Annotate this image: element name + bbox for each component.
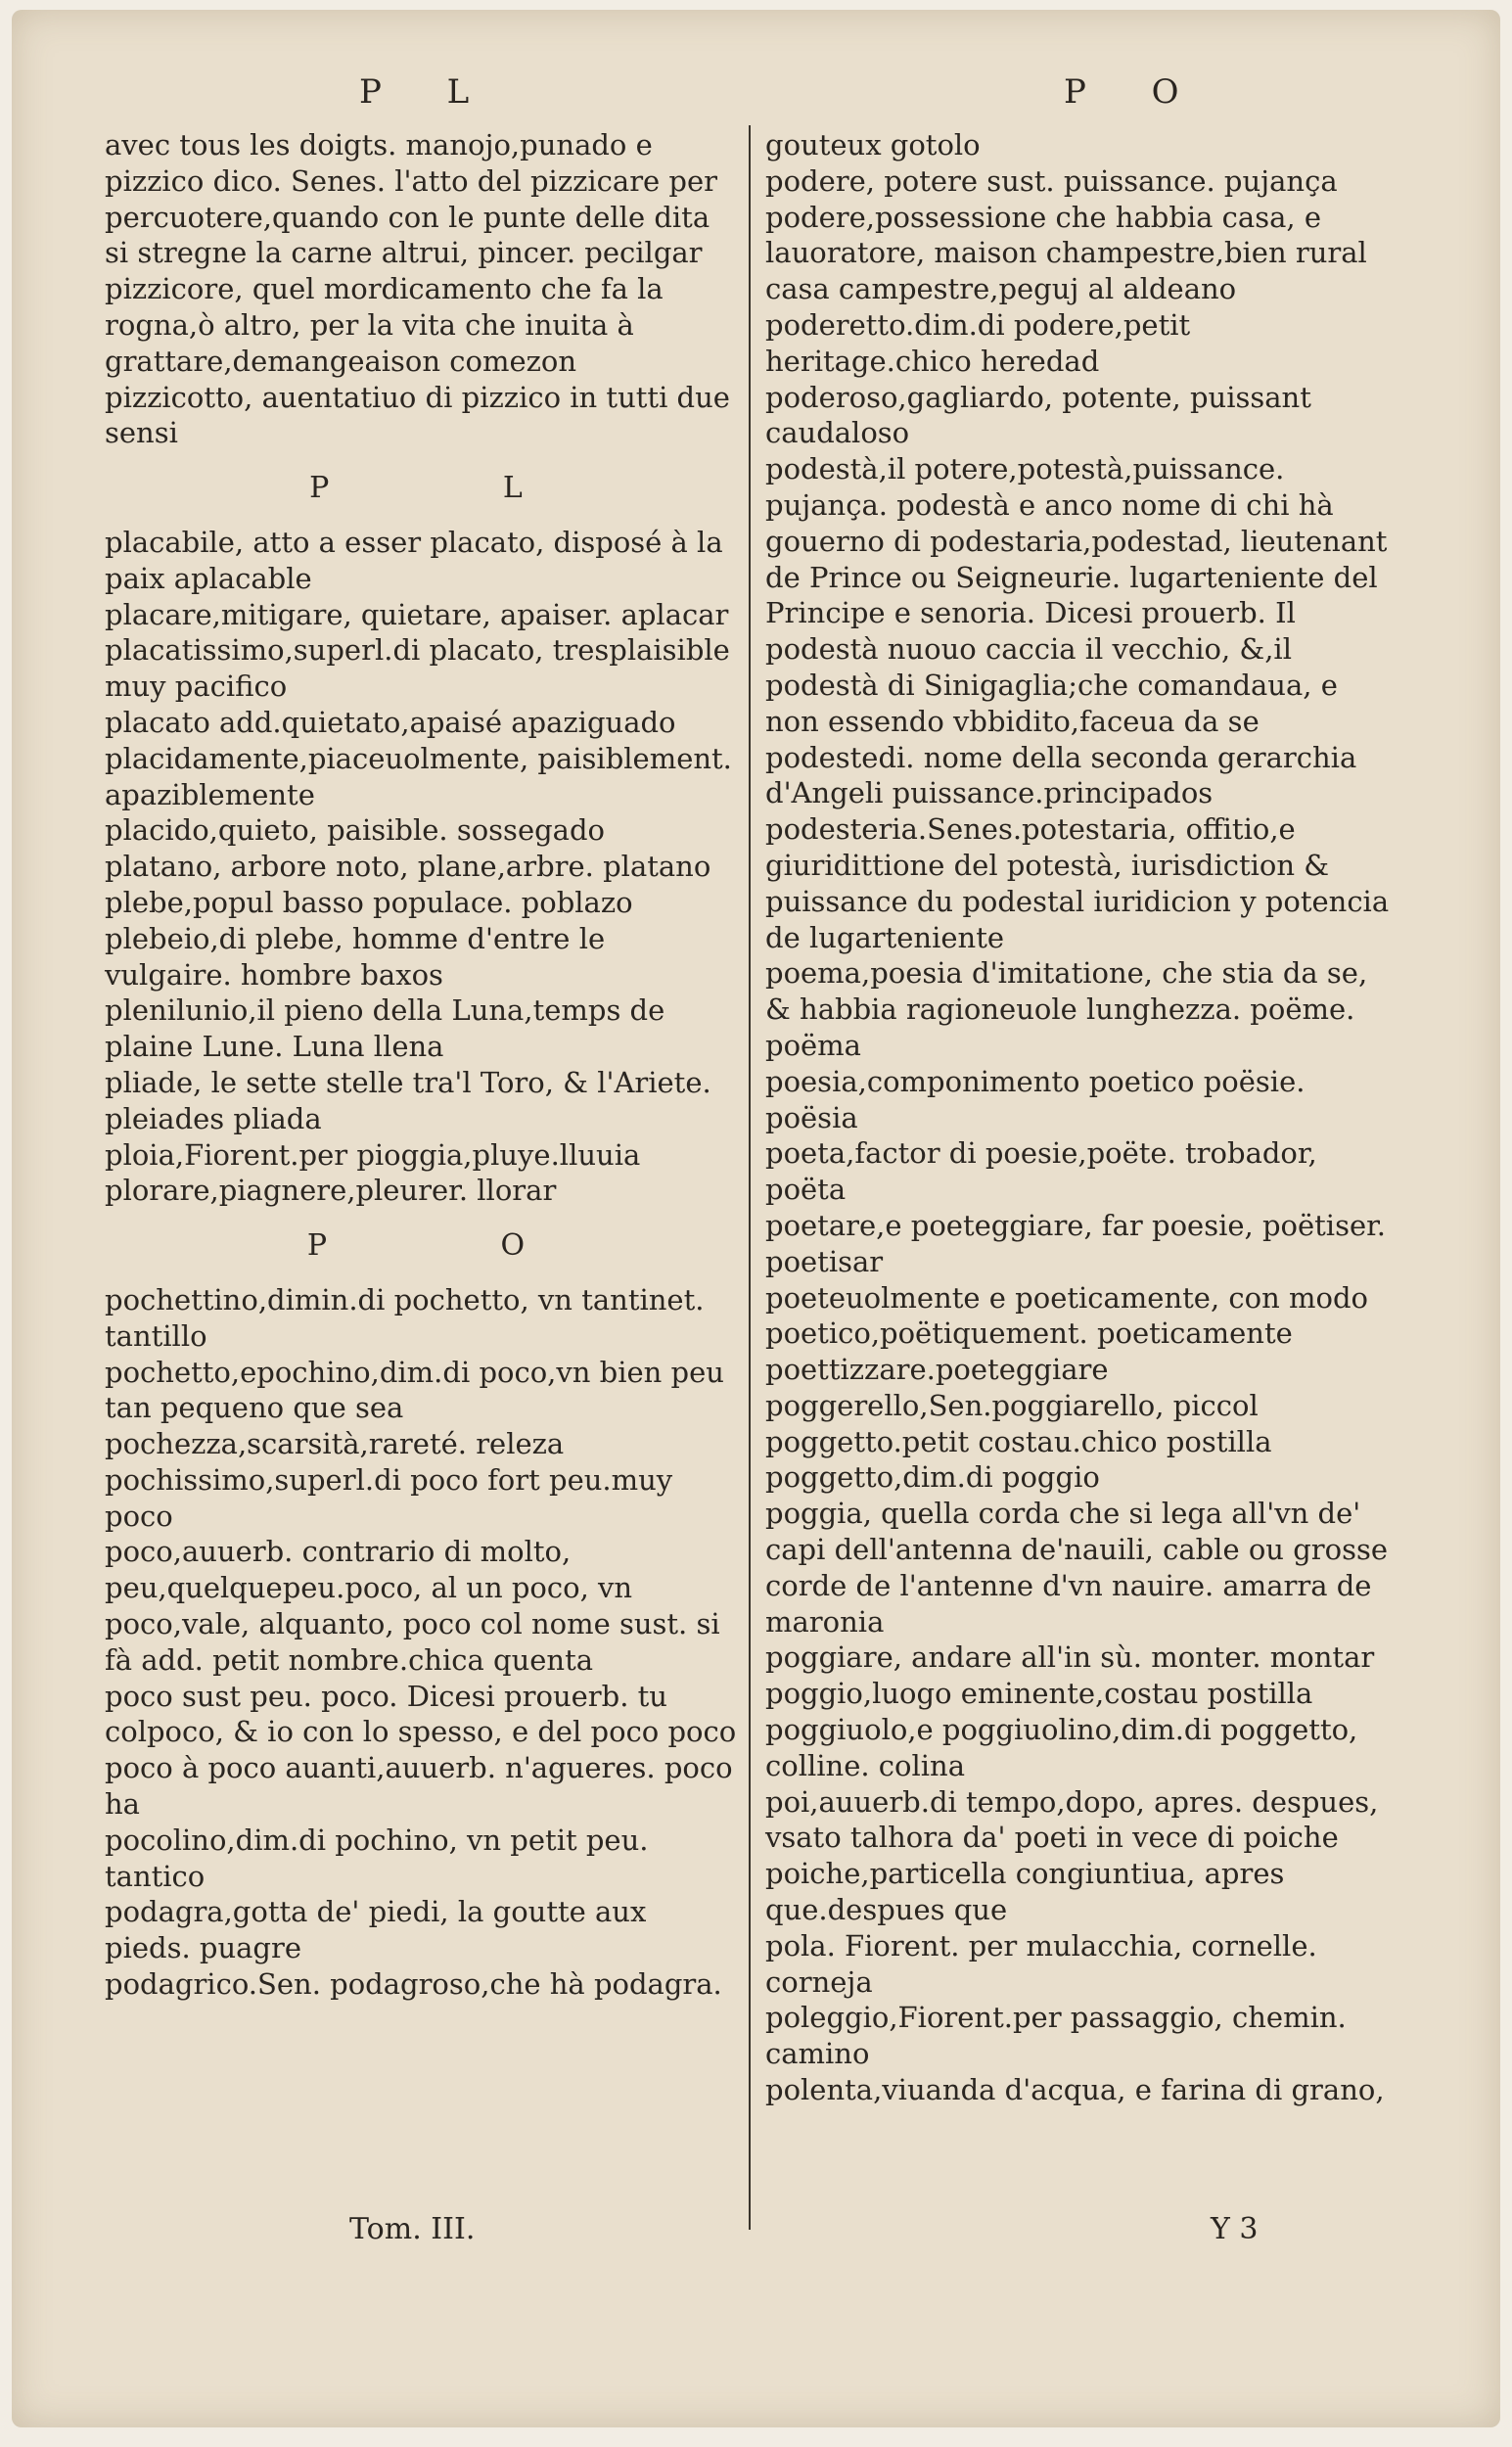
entry: ploia,Fiorent.per pioggia,pluye.lluuia [105,1137,641,1172]
entry: pochezza,scarsità,rareté. releza [105,1427,565,1461]
entry: poettizzare.poeteggiare [765,1353,1109,1387]
entry: polenta,viuanda d'acqua, e farina di grano, [765,2073,1385,2107]
entry: poesia,componimento poetico poësie. poësia [765,1064,1306,1134]
entry: pocolino,dim.di pochino, vn petit peu. tantico [105,1823,649,1893]
entry: placidamente,piaceuolmente, paisiblement. apaziblemente [105,741,732,811]
entry: poleggio,Fiorent.per passaggio, chemin. camino [765,2001,1347,2071]
entry: poggia, quella corda che si lega all'vn de' capi dell'antenna de'nauili, cable ou grosse corde de l'antenne d'vn nauire. amarra de maronia [765,1497,1389,1639]
entry: plebeio,di plebe, homme d'entre le vulgaire. hombre baxos [105,921,606,992]
footer-tome: Tom. III. [349,2212,476,2246]
entry: placato add.quietato,apaisé apaziguado [105,705,676,739]
entry: podere,possessione che habbia casa, e lauoratore, maison champestre,bien rural casa campestre,peguj al aldeano [765,200,1367,306]
dictionary-page [12,10,1500,2427]
entry: poetare,e poeteggiare, far poesie, poëtiser. poetisar [765,1208,1387,1278]
entry: podere, potere sust. puissance. pujança [765,163,1338,198]
entry: poco,auuerb. contrario di molto, peu,quelquepeu.poco, al un poco, vn poco,vale, alquanto, poco col nome sust. si fà add. petit nombre.chica quenta [105,1535,720,1677]
entry: podesteria.Senes.potestaria, offitio,e giuridittione del potestà, iurisdiction & puissance du podestal iuridicion y potencia de lugarteniente [765,812,1390,954]
header-left: P L [359,72,497,112]
entry: poggiuolo,e poggiuolino,dim.di poggetto, colline. colina [765,1713,1358,1782]
section-heading-pl: P L [309,471,605,506]
section-heading-po: P O [306,1228,608,1264]
entry: pochetto,epochino,dim.di poco,vn bien peu tan pequeno que sea [105,1355,724,1425]
entry: plenilunio,il pieno della Luna,temps de plaine Lune. Luna llena [105,993,665,1064]
entry: podagra,gotta de' piedi, la goutte aux pieds. puagre [105,1895,647,1965]
entry: avec tous les doigts. manojo,punado e pizzico dico. Senes. l'atto del pizzicare per percuotere,quando con le punte delle dita si stregne la carne altrui, pincer. pecilgar [105,128,718,270]
entry: poggerello,Sen.poggiarello, piccol poggetto.petit costau.chico postilla [765,1388,1272,1458]
left-column [105,127,741,2003]
entry: podestedi. nome della seconda gerarchia d'Angeli puissance.principados [765,740,1357,810]
entry: pliade, le sette stelle tra'l Toro, & l'Ariete. pleiades pliada [105,1065,711,1135]
header-right: P O [1064,72,1207,112]
entry: platano, arbore noto, plane,arbre. platano [105,850,711,884]
entry: pola. Fiorent. per mulacchia, cornelle. corneja [765,1928,1317,1999]
entry: pochettino,dimin.di pochetto, vn tantinet. tantillo [105,1282,705,1353]
entry: pizzicore, quel mordicamento che fa la rogna,ò altro, per la vita che inuita à grattare,demangeaison comezon [105,272,664,378]
entry: poderetto.dim.di podere,petit heritage.chico heredad [765,307,1191,378]
entry: poderoso,gagliardo, potente, puissant caudaloso [765,380,1311,450]
entry: poeteuolmente e poeticamente, con modo poetico,poëtiquement. poeticamente [765,1280,1368,1351]
entry: poiche,particella congiuntiua, apres que.despues que [765,1857,1285,1927]
entry: poggetto,dim.di poggio [765,1460,1100,1495]
entry: poco sust peu. poco. Dicesi prouerb. tu colpoco, & io con lo spesso, e del poco poco [105,1679,737,1749]
footer-signature: Y 3 [1211,2212,1259,2246]
entry: poeta,factor di poesie,poëte. trobador, poëta [765,1136,1317,1207]
entry: poggiare, andare all'in sù. monter. montar [765,1640,1375,1675]
column-divider [749,125,751,2230]
entry: placatissimo,superl.di placato, tresplaisible muy pacifico [105,633,730,704]
entry: plorare,piagnere,pleurer. llorar [105,1174,557,1208]
entry: poi,auuerb.di tempo,dopo, apres. despues, vsato talhora da' poeti in vece di poiche [765,1784,1379,1855]
entry: poco à poco auanti,auuerb. n'agueres. poco ha [105,1751,733,1822]
right-column [765,127,1392,2108]
entry: pochissimo,superl.di poco fort peu.muy poco [105,1462,673,1533]
entry: placido,quieto, paisible. sossegado [105,813,605,848]
entry: placabile, atto a esser placato, disposé à la paix aplacable [105,525,723,595]
entry: gouteux gotolo [765,128,981,162]
entry: podagrico.Sen. podagroso,che hà podagra. [105,1967,722,2002]
entry: placare,mitigare, quietare, apaiser. aplacar [105,597,729,631]
entry: plebe,popul basso populace. poblazo [105,885,633,919]
entry: pizzicotto, auentatiuo di pizzico in tutti due sensi [105,380,730,450]
entry: poema,poesia d'imitatione, che stia da se, & habbia ragioneuole lunghezza. poëme. poëma [765,956,1368,1062]
entry: podestà,il potere,potestà,puissance. pujança. podestà e anco nome di chi hà gouerno di podestaria,podestad, lieutenant de Prince ou Seigneurie. lugarteniente del Principe e senoria. Dicesi prouerb. Il podestà nuouo caccia il vecchio, &,il podestà di Sinigaglia;che comandaua, e non essendo vbbidito,faceua da se [765,452,1388,738]
entry: poggio,luogo eminente,costau postilla [765,1677,1313,1711]
